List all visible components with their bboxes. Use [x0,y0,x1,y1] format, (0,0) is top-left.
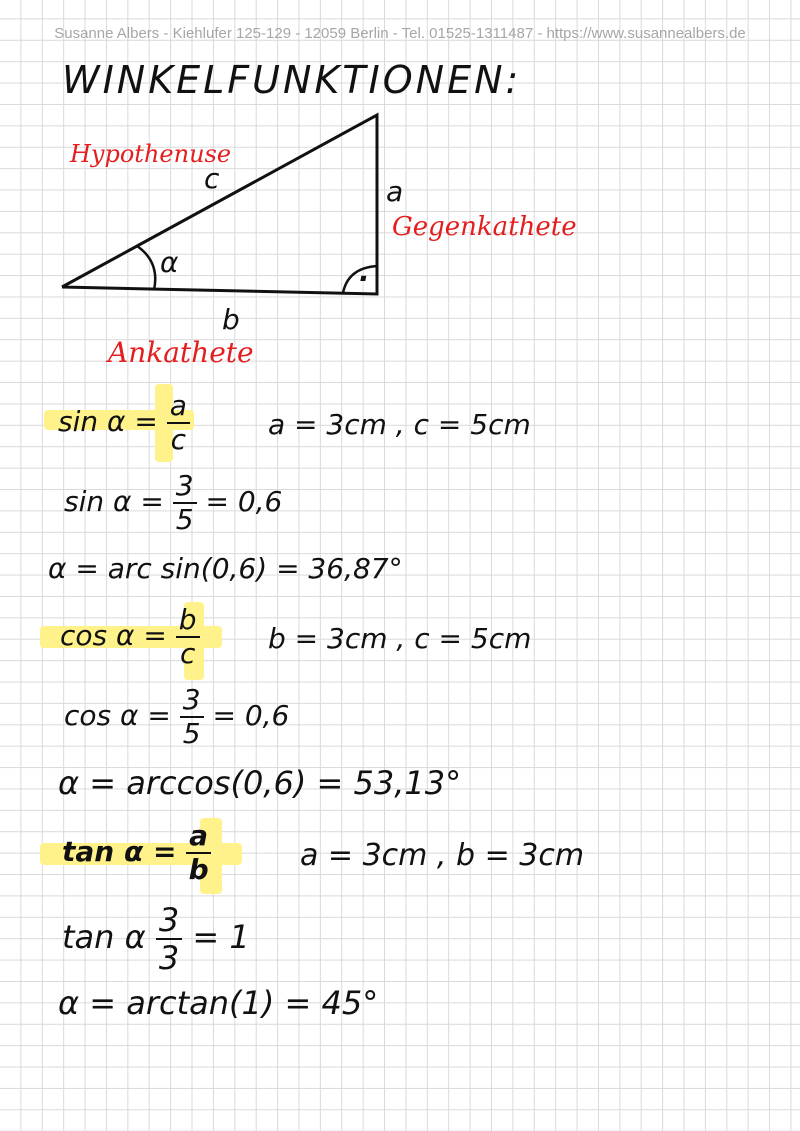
cos-given: b = 3cm , c = 5cm [268,622,532,655]
sin-formula-den: c [170,423,187,456]
opposite-label: Gegenkathete [392,212,577,242]
cos-step-num: 3 [180,686,204,718]
tan-step [62,901,250,977]
right-angle-dot: · [358,262,369,295]
sin-formula-fraction [167,389,190,456]
tan-formula-den: b [188,853,209,886]
sin-result: α = arc sin(0,6) = 36,87° [48,552,403,585]
cos-formula-den: c [179,637,196,670]
cos-step [64,683,290,750]
tan-step-den: 3 [158,939,180,977]
tan-step-fraction [156,901,182,977]
cos-formula-num: b [176,606,200,638]
sin-step-fraction [173,469,197,536]
cos-step-den: 5 [182,717,201,750]
hypotenuse-label: Hypothenuse [70,140,232,168]
sin-step-den: 5 [175,503,194,536]
angle-alpha-arc [137,246,155,290]
cos-formula [60,603,200,670]
sin-formula-num: a [167,392,190,424]
sin-step-rhs: = 0,6 [205,485,283,518]
sin-formula [58,389,190,456]
cos-formula-lhs: cos α = [60,619,167,652]
sin-formula-lhs: sin α = [58,405,158,438]
tan-step-num: 3 [156,904,182,940]
adjacent-label: Ankathete [108,336,254,369]
cos-step-rhs: = 0,6 [212,699,290,732]
page-title: WINKELFUNKTIONEN: [62,58,522,102]
sin-step-num: 3 [173,472,197,504]
tan-formula [62,819,211,886]
cos-step-fraction [180,683,204,750]
tan-formula-lhs: tan α = [62,835,177,868]
tan-result: α = arctan(1) = 45° [58,984,379,1022]
tan-formula-fraction [186,819,211,886]
tan-step-lhs: tan α [62,918,146,956]
side-b-label: b [222,303,240,336]
tan-step-rhs: = 1 [192,918,250,956]
page-header: Susanne Albers - Kiehlufer 125-129 - 12059 Berlin - Tel. 01525-1311487 - https://www.susannealbers.de [54,25,746,42]
cos-formula-fraction [176,603,200,670]
sin-step-lhs: sin α = [64,485,164,518]
side-a-label: a [386,175,404,208]
side-c-label: c [204,162,220,195]
angle-alpha-label: α [160,246,179,279]
tan-given: a = 3cm , b = 3cm [300,838,585,873]
sin-step [64,469,283,536]
cos-step-lhs: cos α = [64,699,171,732]
cos-result: α = arccos(0,6) = 53,13° [58,764,462,802]
tan-formula-num: a [186,822,211,854]
sin-given: a = 3cm , c = 5cm [268,408,531,441]
